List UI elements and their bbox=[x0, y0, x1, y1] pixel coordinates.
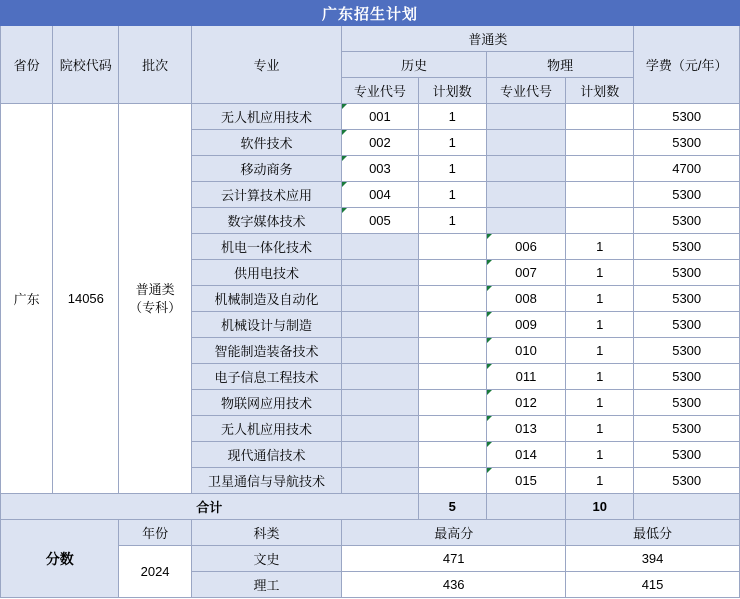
cell-tuition: 5300 bbox=[634, 442, 740, 468]
cell-school-code: 14056 bbox=[53, 104, 119, 494]
cell-physics-code bbox=[486, 208, 565, 234]
cell-major: 软件技术 bbox=[191, 130, 342, 156]
scores-subject: 理工 bbox=[191, 572, 342, 598]
header-general-type: 普通类 bbox=[342, 26, 634, 52]
header-row-1 bbox=[1, 26, 740, 52]
cell-major: 机械制造及自动化 bbox=[191, 286, 342, 312]
scores-header-row bbox=[1, 520, 740, 546]
cell-tuition: 5300 bbox=[634, 182, 740, 208]
cell-major: 物联网应用技术 bbox=[191, 390, 342, 416]
cell-history-plan: 1 bbox=[418, 130, 486, 156]
cell-physics-code bbox=[486, 182, 565, 208]
cell-physics-plan bbox=[566, 104, 634, 130]
cell-physics-code: 012 bbox=[486, 390, 565, 416]
table-title-row bbox=[1, 1, 740, 26]
cell-tuition: 5300 bbox=[634, 234, 740, 260]
cell-tuition: 5300 bbox=[634, 312, 740, 338]
cell-province: 广东 bbox=[1, 104, 53, 494]
cell-physics-plan bbox=[566, 130, 634, 156]
cell-history-code bbox=[342, 468, 418, 494]
cell-tuition: 4700 bbox=[634, 156, 740, 182]
cell-tuition: 5300 bbox=[634, 364, 740, 390]
cell-history-plan: 1 bbox=[418, 182, 486, 208]
cell-major: 云计算技术应用 bbox=[191, 182, 342, 208]
header-history: 历史 bbox=[342, 52, 487, 78]
cell-history-code: 002 bbox=[342, 130, 418, 156]
cell-history-plan bbox=[418, 234, 486, 260]
cell-physics-code: 011 bbox=[486, 364, 565, 390]
cell-physics-code: 015 bbox=[486, 468, 565, 494]
cell-history-code bbox=[342, 234, 418, 260]
batch-line-2: （专科） bbox=[129, 299, 182, 315]
cell-history-code: 004 bbox=[342, 182, 418, 208]
header-physics: 物理 bbox=[486, 52, 634, 78]
batch-line-1: 普通类 bbox=[135, 281, 175, 297]
scores-header-subject: 科类 bbox=[191, 520, 342, 546]
cell-physics-plan: 1 bbox=[566, 286, 634, 312]
scores-max: 471 bbox=[342, 546, 566, 572]
header-tuition: 学费（元/年） bbox=[634, 26, 740, 104]
cell-history-plan bbox=[418, 390, 486, 416]
cell-history-plan bbox=[418, 260, 486, 286]
cell-tuition: 5300 bbox=[634, 130, 740, 156]
page-title: 广东招生计划 bbox=[1, 1, 740, 26]
scores-min: 415 bbox=[566, 572, 740, 598]
cell-physics-plan: 1 bbox=[566, 364, 634, 390]
total-history: 5 bbox=[418, 494, 486, 520]
cell-history-plan bbox=[418, 338, 486, 364]
scores-subject: 文史 bbox=[191, 546, 342, 572]
header-physics-plan-count: 计划数 bbox=[566, 78, 634, 104]
cell-tuition: 5300 bbox=[634, 338, 740, 364]
cell-tuition: 5300 bbox=[634, 416, 740, 442]
cell-physics-code: 013 bbox=[486, 416, 565, 442]
cell-physics-plan: 1 bbox=[566, 234, 634, 260]
cell-major: 机电一体化技术 bbox=[191, 234, 342, 260]
header-major: 专业 bbox=[191, 26, 342, 104]
scores-label: 分数 bbox=[1, 520, 119, 598]
cell-physics-plan bbox=[566, 208, 634, 234]
header-history-plan-count: 计划数 bbox=[418, 78, 486, 104]
cell-tuition: 5300 bbox=[634, 468, 740, 494]
header-physics-major-code: 专业代号 bbox=[486, 78, 565, 104]
cell-tuition: 5300 bbox=[634, 286, 740, 312]
cell-physics-plan bbox=[566, 182, 634, 208]
cell-history-code: 003 bbox=[342, 156, 418, 182]
cell-history-code bbox=[342, 416, 418, 442]
cell-history-code: 005 bbox=[342, 208, 418, 234]
cell-major: 机械设计与制造 bbox=[191, 312, 342, 338]
cell-major: 数字媒体技术 bbox=[191, 208, 342, 234]
cell-physics-plan: 1 bbox=[566, 442, 634, 468]
cell-major: 供用电技术 bbox=[191, 260, 342, 286]
cell-history-plan bbox=[418, 312, 486, 338]
scores-header-min: 最低分 bbox=[566, 520, 740, 546]
cell-major: 卫星通信与导航技术 bbox=[191, 468, 342, 494]
scores-header-max: 最高分 bbox=[342, 520, 566, 546]
cell-physics-plan: 1 bbox=[566, 416, 634, 442]
cell-tuition: 5300 bbox=[634, 104, 740, 130]
cell-major: 无人机应用技术 bbox=[191, 104, 342, 130]
cell-major: 移动商务 bbox=[191, 156, 342, 182]
cell-history-code bbox=[342, 390, 418, 416]
scores-max: 436 bbox=[342, 572, 566, 598]
cell-tuition: 5300 bbox=[634, 208, 740, 234]
total-row bbox=[1, 494, 740, 520]
cell-physics-code: 007 bbox=[486, 260, 565, 286]
cell-history-code: 001 bbox=[342, 104, 418, 130]
cell-physics-plan: 1 bbox=[566, 312, 634, 338]
cell-history-code bbox=[342, 442, 418, 468]
cell-major: 无人机应用技术 bbox=[191, 416, 342, 442]
total-label: 合计 bbox=[1, 494, 419, 520]
cell-history-code bbox=[342, 286, 418, 312]
total-physics-code-blank bbox=[486, 494, 565, 520]
header-history-major-code: 专业代号 bbox=[342, 78, 418, 104]
cell-physics-code: 014 bbox=[486, 442, 565, 468]
header-batch: 批次 bbox=[119, 26, 191, 104]
cell-history-plan bbox=[418, 286, 486, 312]
cell-history-plan: 1 bbox=[418, 156, 486, 182]
scores-year: 2024 bbox=[119, 546, 191, 598]
table-row bbox=[1, 104, 740, 130]
cell-physics-code bbox=[486, 130, 565, 156]
total-tuition-blank bbox=[634, 494, 740, 520]
cell-physics-code: 010 bbox=[486, 338, 565, 364]
cell-history-plan bbox=[418, 416, 486, 442]
cell-history-code bbox=[342, 312, 418, 338]
cell-major: 智能制造装备技术 bbox=[191, 338, 342, 364]
cell-physics-plan: 1 bbox=[566, 390, 634, 416]
header-school-code: 院校代码 bbox=[53, 26, 119, 104]
cell-history-plan bbox=[418, 468, 486, 494]
cell-physics-code: 009 bbox=[486, 312, 565, 338]
cell-physics-code bbox=[486, 104, 565, 130]
scores-header-year: 年份 bbox=[119, 520, 191, 546]
cell-physics-code: 006 bbox=[486, 234, 565, 260]
cell-history-plan: 1 bbox=[418, 104, 486, 130]
cell-tuition: 5300 bbox=[634, 390, 740, 416]
cell-physics-plan: 1 bbox=[566, 260, 634, 286]
header-province: 省份 bbox=[1, 26, 53, 104]
cell-tuition: 5300 bbox=[634, 260, 740, 286]
cell-physics-plan: 1 bbox=[566, 338, 634, 364]
total-physics: 10 bbox=[566, 494, 634, 520]
cell-history-code bbox=[342, 338, 418, 364]
cell-major: 电子信息工程技术 bbox=[191, 364, 342, 390]
scores-min: 394 bbox=[566, 546, 740, 572]
cell-batch bbox=[119, 104, 191, 494]
cell-history-code bbox=[342, 260, 418, 286]
cell-history-plan: 1 bbox=[418, 208, 486, 234]
cell-history-plan bbox=[418, 364, 486, 390]
cell-history-plan bbox=[418, 442, 486, 468]
cell-major: 现代通信技术 bbox=[191, 442, 342, 468]
cell-physics-code bbox=[486, 156, 565, 182]
cell-physics-plan: 1 bbox=[566, 468, 634, 494]
cell-physics-code: 008 bbox=[486, 286, 565, 312]
cell-physics-plan bbox=[566, 156, 634, 182]
cell-history-code bbox=[342, 364, 418, 390]
